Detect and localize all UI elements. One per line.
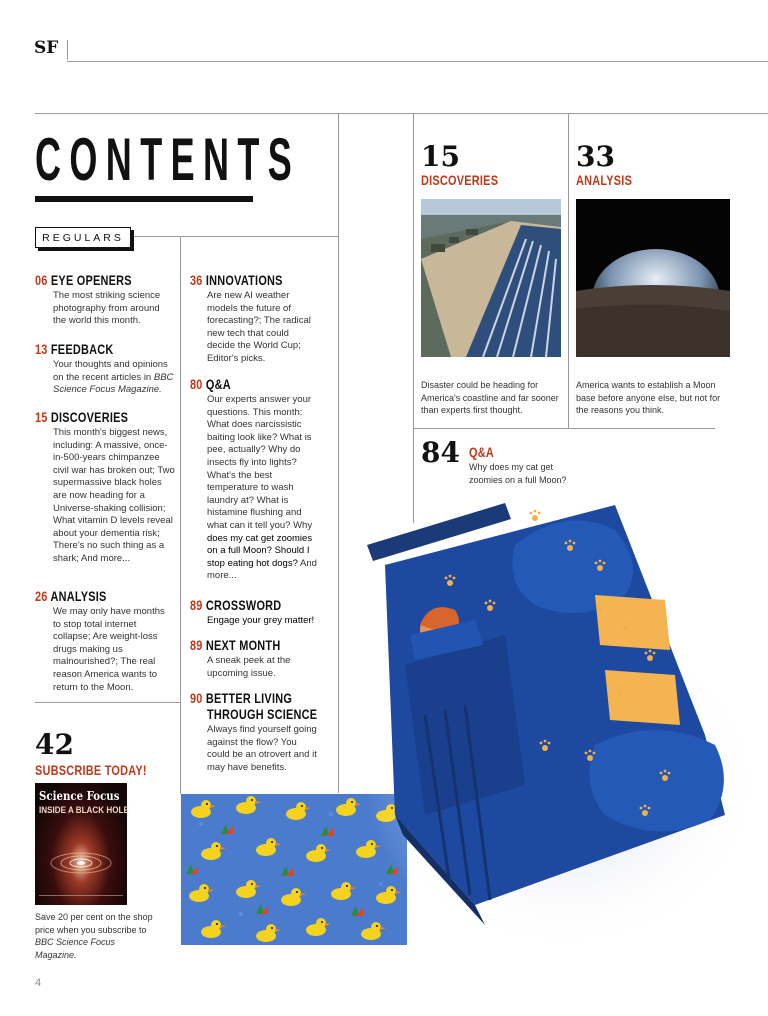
top-rule (35, 113, 768, 114)
entry-title: Q&A (205, 376, 231, 392)
entry-desc: This month's biggest news, including: A massive, once-in-500-years chimpanzee civil war has broken out; Two supermassive black holes are now heading for a Universe-shaking collision; What vitamin D levels reveal about your dementia risk; There's no such thing as a shark; And more... (53, 427, 175, 564)
entry-better-living[interactable] (190, 690, 330, 774)
feature-analysis-label[interactable]: ANALYSIS (576, 172, 633, 188)
entry-desc: Engage your grey matter! (207, 615, 315, 626)
entry-title-line2: THROUGH SCIENCE (207, 706, 318, 722)
entry-innovations[interactable] (190, 272, 330, 366)
entry-desc: A sneak peek at the upcoming issue. (207, 655, 291, 679)
feature-discoveries-caption: Disaster could be heading for America's coastline and far sooner than experts first thought. (421, 380, 559, 416)
cat-bed-art (355, 485, 760, 955)
contents-title: CONTENTS (35, 126, 301, 193)
entry-desc-text: Your thoughts and opinions on the recent articles in (53, 359, 168, 383)
analysis-bottom-rule (35, 702, 180, 703)
entry-desc: The most striking science photography from around the world this month. (53, 290, 161, 327)
header-divider (67, 40, 68, 60)
moon-photo[interactable] (576, 199, 730, 357)
entry-number: 89 (190, 637, 203, 653)
entry-title: BETTER LIVING (205, 690, 293, 706)
entry-discoveries[interactable] (35, 409, 175, 566)
entry-title: INNOVATIONS (205, 272, 283, 288)
coastline-photo[interactable] (421, 199, 561, 357)
cover-headline: INSIDE A BLACK HOLE (39, 805, 129, 815)
entry-qa[interactable] (190, 376, 330, 583)
entry-crossword[interactable] (190, 597, 330, 628)
entry-title: DISCOVERIES (50, 409, 129, 425)
entry-next-month[interactable] (190, 637, 330, 680)
subscribe-title[interactable]: SUBSCRIBE TODAY! (35, 762, 147, 778)
entry-number: 36 (190, 272, 203, 288)
entry-desc-highlight: does my cat get zoomies on a full Moon? Should I stop eating hot dogs? (207, 532, 313, 569)
entry-desc: Are new AI weather models the future of forecasting?; The radical new tech that could decide the World Cup; Editor's picks. (207, 290, 311, 364)
regulars-label: REGULARS (42, 231, 124, 244)
regulars-box (35, 227, 131, 248)
entry-desc: We may only have months to stop total internet collapse; Are weight-loss drugs making us malnourished?; The real reason America wants to return to the Moon. (53, 606, 165, 693)
col-rule-1 (338, 113, 339, 793)
page-number: 4 (35, 977, 42, 989)
entry-title: FEEDBACK (50, 341, 114, 357)
subscribe-number: 42 (35, 728, 74, 761)
entry-number: 13 (35, 341, 48, 357)
entry-analysis[interactable] (35, 588, 175, 694)
entry-title: EYE OPENERS (50, 272, 132, 288)
bed-illustration[interactable] (355, 485, 760, 955)
header-logo: SF (34, 38, 59, 58)
feature-discoveries-number: 15 (421, 140, 460, 173)
cover-brand: Science Focus (39, 789, 120, 803)
magazine-cover[interactable] (35, 783, 127, 905)
col-rule-3 (568, 113, 569, 429)
entry-desc-italic: BBC Science Focus Magazine. (53, 371, 174, 396)
entry-desc (207, 394, 317, 583)
entry-desc: Always find yourself going against the flow? You could be an otrovert and it may have benefits. (207, 724, 317, 773)
feature-qa-label[interactable]: Q&A (469, 444, 494, 460)
entry-number: 15 (35, 409, 48, 425)
col-rule-2 (413, 113, 414, 523)
feature-analysis-number: 33 (576, 140, 615, 173)
feature-discoveries-label[interactable]: DISCOVERIES (421, 172, 499, 188)
contents-underline (35, 196, 253, 202)
feature-qa-caption: Why does my cat get zoomies on a full Moon? (469, 462, 567, 485)
entry-title: CROSSWORD (205, 597, 282, 613)
entry-number: 80 (190, 376, 203, 392)
entry-desc-text: Our experts answer your questions. This month: What does narcissistic baiting look like? What is pee, actually? Why do insects fly into lights? What's the best temperature to wash laundry at? What is histamine flushing and what can it tell you? Why (207, 394, 313, 531)
moon-art (576, 199, 730, 357)
feature-analysis-caption: America wants to establish a Moon base before anyone else, but not for the reasons you think. (576, 380, 721, 416)
subscribe-desc (35, 911, 155, 961)
entry-title: NEXT MONTH (205, 637, 281, 653)
entry-number: 90 (190, 690, 203, 706)
entry-number: 06 (35, 272, 48, 288)
entry-title: ANALYSIS (50, 588, 107, 604)
entry-number: 89 (190, 597, 203, 613)
entry-eye-openers[interactable] (35, 272, 175, 328)
col-rule-mid (180, 236, 181, 794)
regulars-rule (130, 236, 338, 237)
header-rule (67, 61, 768, 62)
entry-number: 26 (35, 588, 48, 604)
entry-desc (53, 359, 175, 397)
contents-title-wrap (35, 126, 301, 200)
entry-feedback[interactable] (35, 341, 175, 397)
subscribe-desc-text: Save 20 per cent on the shop price when you subscribe to (35, 912, 153, 935)
feature-qa-number: 84 (421, 436, 460, 469)
subscribe-desc-italic: BBC Science Focus Magazine. (35, 937, 116, 960)
features-divider (413, 428, 715, 429)
coastline-art (421, 199, 561, 357)
entry-desc-end: And more... (207, 557, 317, 582)
cover-vortex-art (35, 783, 127, 905)
